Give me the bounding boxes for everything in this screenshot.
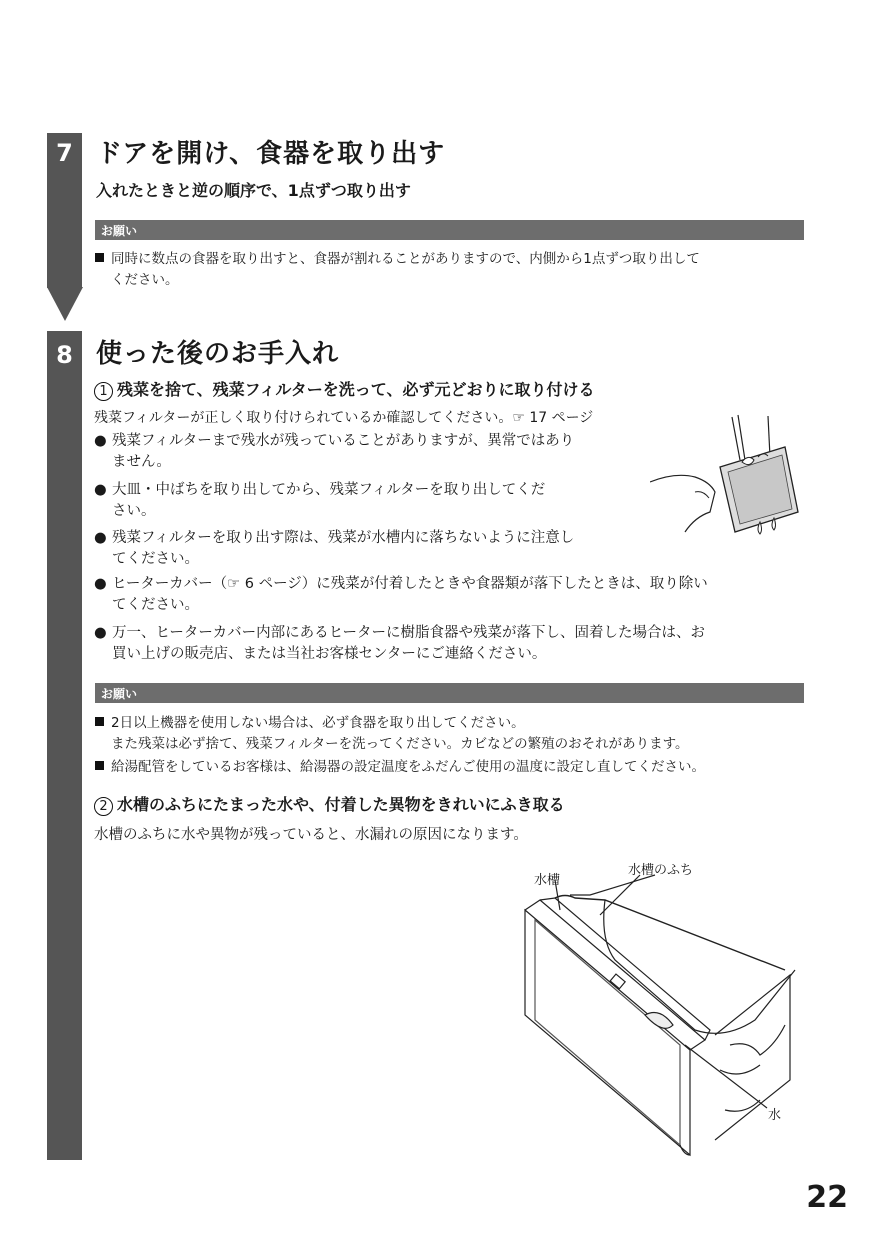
bullet-item: ● 残菜フィルターを取り出す際は、残菜が水槽内に落ちないように注意し てください。 <box>94 530 575 567</box>
step-arrow-icon <box>47 287 83 323</box>
bullet-line: 残菜フィルターまで残水が残っていることがありますが、異常ではあり <box>112 433 575 449</box>
bullet-line: ヒーターカバー（☞ 6 ページ）に残菜が付着したときや食器類が落下したときは、取り除い <box>112 576 708 592</box>
step7-subtitle: 入れたときと逆の順序で、1点ずつ取り出す <box>96 181 411 200</box>
step8-title: 使った後のお手入れ <box>96 339 340 369</box>
filter-washing-illustration <box>650 412 800 542</box>
section1-heading <box>94 377 594 401</box>
bullet-item: ● 万一、ヒーターカバー内部にあるヒーターに樹脂食器や残菜が落下し、固着した場合は、お 買い上げの販売店、または当社お客様センターにご連絡ください。 <box>94 625 706 662</box>
step7-number: 7 <box>56 139 73 167</box>
step8-bar <box>47 331 82 1160</box>
note-line: 給湯配管をしているお客様は、給湯器の設定温度をふだんご使用の温度に設定し直してください。 <box>111 759 705 775</box>
bullet-line: さい。 <box>112 503 156 519</box>
bullet-line: てください。 <box>112 551 199 567</box>
bullet-line: 残菜フィルターを取り出す際は、残菜が水槽内に落ちないように注意し <box>112 530 575 546</box>
step8-note-bar <box>95 683 804 703</box>
circled-number: 2 <box>94 797 113 816</box>
circled-number: 1 <box>94 382 113 401</box>
tank-rim-diagram <box>515 870 805 1170</box>
bullet-item: ● 大皿・中ばちを取り出してから、残菜フィルターを取り出してくだ さい。 <box>94 482 546 519</box>
page-number: 22 <box>806 1180 848 1215</box>
square-bullet-icon <box>95 253 104 262</box>
square-bullet-icon <box>95 717 104 726</box>
section1-heading-text: 残菜を捨て、残菜フィルターを洗って、必ず元どおりに取り付ける <box>117 380 595 399</box>
note-line: ください。 <box>111 272 179 288</box>
bullet-line: 万一、ヒーターカバー内部にあるヒーターに樹脂食器や残菜が落下し、固着した場合は、お <box>112 625 706 641</box>
step8-note <box>95 713 810 755</box>
note-line: 2日以上機器を使用しない場合は、必ず食器を取り出してください。 <box>111 715 525 731</box>
note-label: お願い <box>101 224 138 238</box>
diagram-label-water: 水 <box>768 1108 782 1123</box>
bullet-line: 買い上げの販売店、または当社お客様センターにご連絡ください。 <box>112 646 547 662</box>
note-label: お願い <box>101 687 138 701</box>
note-line: また残菜は必ず捨て、残菜フィルターを洗ってください。カビなどの繁殖のおそれがあります。 <box>111 736 689 752</box>
diagram-label-tank: 水槽 <box>534 873 561 888</box>
bullet-item: ● ヒーターカバー（☞ 6 ページ）に残菜が付着したときや食器類が落下したときは、取り除い てください。 <box>94 576 708 613</box>
step8-number: 8 <box>56 341 73 369</box>
section2-heading <box>94 792 565 816</box>
diagram-label-rim: 水槽のふち <box>628 863 694 878</box>
square-bullet-icon <box>95 761 104 770</box>
bullet-line: てください。 <box>112 597 199 613</box>
note-line: 同時に数点の食器を取り出すと、食器が割れることがありますので、内側から1点ずつ取り出して <box>111 251 700 267</box>
step7-note <box>95 249 810 291</box>
step8-note <box>95 757 810 778</box>
section1-intro: 残菜フィルターが正しく取り付けられているか確認してください。☞ 17 ページ <box>94 410 594 426</box>
step7-title: ドアを開け、食器を取り出す <box>96 139 446 169</box>
section2-text: 水槽のふちに水や異物が残っていると、水漏れの原因になります。 <box>94 827 528 843</box>
bullet-item: ● 残菜フィルターまで残水が残っていることがありますが、異常ではあり ません。 <box>94 433 575 470</box>
step7-note-bar <box>95 220 804 240</box>
bullet-line: 大皿・中ばちを取り出してから、残菜フィルターを取り出してくだ <box>112 482 546 498</box>
section2-heading-text: 水槽のふちにたまった水や、付着した異物をきれいにふき取る <box>117 795 565 814</box>
bullet-line: ません。 <box>112 454 171 470</box>
